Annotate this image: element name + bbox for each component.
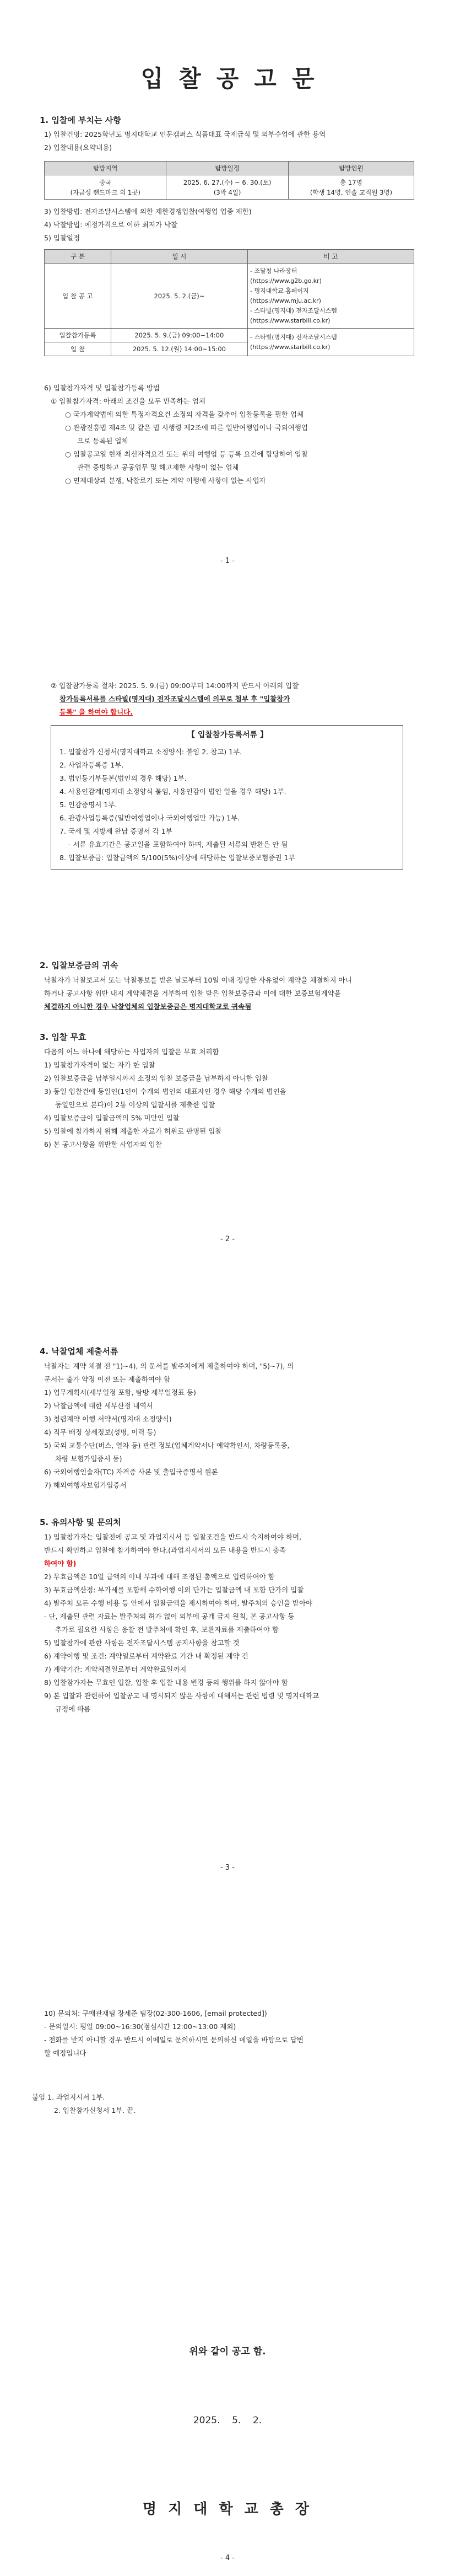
s5-item: 2) 무효금액은 10일 급액의 이내 부과에 대해 조정된 총액으로 입력하여야 함 [44, 1573, 275, 1581]
page-number: - 2 - [220, 1235, 235, 1243]
page-number: - 4 - [220, 2554, 235, 2562]
reg-item: 6. 관광사업등록증(일반여행업이나 국외여행업만 가능) 1부. [59, 814, 240, 822]
s4-item: 7) 해외여행자보험가입증서 [44, 1481, 127, 1489]
s2-line: 하거나 공고사항 위반 내지 계약체결을 거부하여 입찰 받은 입찰보증금과 이에 대한 보증보험계약을 [44, 989, 341, 997]
contact-line: 할 예정입니다 [44, 2049, 86, 2057]
summary-table [44, 161, 414, 200]
box-title: 【 입찰참가등록서류 】 [187, 731, 268, 739]
attachment-line: 붙임 1. 과업지시서 1부. [32, 2093, 105, 2101]
t1-cell: 중국 (자금성 랜드마크 외 1곳) [45, 175, 166, 200]
s1-line-6a3b: 관련 증빙하고 공공업무 및 해고제한 사항이 없는 업체 [77, 463, 239, 471]
contact-line: - 문의일시: 평일 09:00~16:30(점심시간 12:00~13:00 제외) [44, 2022, 236, 2031]
page-title: 입찰공고문 [140, 65, 330, 92]
s4-item: 5) 국외 교통수단(버스, 열차 등) 관련 정보(업체계약서나 예약확인서, 차량등록증, [44, 1441, 290, 1450]
reg-item: 7. 국세 및 지방세 완납 증명서 각 1부 [59, 827, 172, 835]
s5-item: - 단, 제출된 관련 자료는 발주처의 허가 없이 외부에 공개 금지 원칙, 본 공고사항 등 [44, 1612, 295, 1620]
s4-item: 차량 보험가입증서 등) [55, 1455, 122, 1463]
s1-line-1: 1) 입찰건명: 2025학년도 명지대학교 인문캠퍼스 식품대표 국제급식 및 외부수업에 관한 용역 [44, 130, 326, 138]
s1-line-6a3: ○ 입찰공고일 현재 최신자격요건 또는 위의 여행업 등 등록 요건에 합당하여 입찰 [65, 450, 308, 458]
s5-item: 6) 계약이행 및 조건: 계약일로부터 계약완료 기간 내 확정된 계약 건 [44, 1652, 248, 1660]
s3-item: 1) 입찰참가자격이 없는 자가 한 입찰 [44, 1061, 155, 1069]
s1-line-2: 2) 입찰내용(요약내용) [44, 143, 112, 152]
s1-line-6a2b: 으로 등록된 업체 [77, 437, 128, 445]
reg-line-3 [59, 706, 413, 719]
t2-cell: 2025. 5. 2.(금)~ [111, 264, 247, 329]
s1-line-3: 3) 입찰방법: 전자조달시스템에 의한 제한경쟁입찰(여행업 업종 제한) [44, 207, 252, 216]
reg-item: 2. 사업자등록증 1부. [59, 761, 124, 769]
s3-item: 6) 본 공고사항을 위반한 사업자의 입찰 [44, 1140, 162, 1149]
section-2-heading: 2. 입찰보증금의 귀속 [40, 960, 118, 970]
attachment-line: 2. 입찰참가신청서 1부. 끝. [54, 2106, 136, 2115]
t2-cell: 입 찰 [45, 342, 111, 356]
s2-line: 낙찰자가 낙찰보고서 또는 낙찰통보를 받은 날로부터 10일 이내 정당한 사유없이 계약을 체결하지 아니 [44, 976, 352, 984]
t1-header: 탐방지역 [45, 162, 166, 175]
announcement-date: 2025. 5. 2. [193, 2415, 262, 2426]
schedule-table [44, 249, 414, 356]
t2-cell: - 스타빌(명지대) 전자조달시스템 (https://www.starbill.co.kr) [248, 329, 414, 356]
s1-line-6a4: ○ 면제대상과 분쟁, 낙찰로기 또는 계약 이행에 사항이 없는 사업자 [65, 476, 266, 485]
signer: 명 지 대 학 교 총 장 [142, 2501, 313, 2518]
section-5-heading: 5. 유의사항 및 문의처 [40, 1517, 121, 1527]
s1-line-6a: ① 입찰참가자격: 아래의 조건을 모두 만족하는 업체 [51, 397, 205, 405]
s4-item: 6) 국외여행인솔자(TC) 자격증 사본 및 출입국증명서 원본 [44, 1468, 218, 1476]
reg-text: 등록" 을 하여야 합니다. [59, 708, 133, 716]
t2-cell: 입 찰 공 고 [45, 264, 111, 329]
s5-item: 규정에 따름 [55, 1705, 91, 1713]
t1-cell: 2025. 6. 27.(수) ~ 6. 30.(토) (3박 4일) [166, 175, 288, 200]
s5-item: 3) 무효금액산정: 부가세를 포함해 수학여행 이외 단가는 입찰금액 내 포함 단가의 입찰 [44, 1586, 304, 1594]
s5-item [44, 1544, 413, 1557]
reg-line-2 [59, 693, 413, 706]
reg-text: ② 입찰참가등록 절차: 2025. 5. 9.(금) 09:00부터 14:00까지 반드시 아래의 입찰 [51, 681, 299, 690]
s5-item: 4) 발주처 모든 수행 비용 등 안에서 입찰금액을 제시하여야 하며, 발주처의 승인을 받아야 [44, 1599, 313, 1607]
s4-line: 낙찰자는 계약 체결 전 "1)~4), 의 문서를 발주처에게 제출하여야 하며, "5)~7), 의 [44, 1362, 294, 1370]
t2-header: 비 고 [248, 250, 414, 264]
t2-cell: 2025. 5. 12.(월) 14:00~15:00 [111, 342, 247, 356]
reg-item: 5. 인감증명서 1부. [59, 801, 117, 809]
s4-item: 3) 청렴계약 이행 서약서(명지대 소정양식) [44, 1415, 172, 1423]
s3-line: 다음의 어느 하나에 해당하는 사업자의 입찰은 무효 처리함 [44, 1048, 219, 1056]
s1-line-6a2: ○ 관광진흥법 제4조 및 같은 법 시행령 제2조에 따른 일반여행업이나 국외여행업 [65, 423, 308, 432]
s5-item: 1) 입찰참가자는 입찰전에 공고 및 과업지시서 등 입찰조건을 반드시 숙지하여야 하며, [44, 1533, 302, 1541]
reg-item: 3. 법인등기부등본(법인의 경우 해당) 1부. [59, 774, 187, 782]
t1-header: 탐방일정 [166, 162, 288, 175]
s5-item: 추가로 필요한 사항은 응찰 전 발주처에 확인 후, 보완자료를 제출하여야 함 [55, 1625, 279, 1634]
section-3-heading: 3. 입찰 무효 [40, 1032, 86, 1042]
s5-text: 반드시 확인하고 입찰에 참가하여야 한다.(과업지시서의 모든 내용을 반드시 충족 [44, 1546, 286, 1554]
t2-header: 일 시 [111, 250, 247, 264]
s2-line: 체결하지 아니한 경우 낙찰업체의 입찰보증금은 명지대학교로 귀속됨 [44, 1002, 252, 1011]
s3-item: 3) 동일 입찰건에 동일인(1인이 수개의 법인의 대표자인 경우 해당 수개의 법인을 [44, 1087, 286, 1096]
page-number: - 3 - [220, 1864, 235, 1872]
s3-item: 4) 입찰보증금이 입찰금액의 5% 미만인 입찰 [44, 1114, 180, 1122]
s5-item: 5) 입찰참가에 관한 사항은 전자조달시스템 공지사항을 참고할 것 [44, 1639, 240, 1647]
reg-item: - 서류 유효기간은 공고일을 포함하여야 하며, 제출된 서류의 반환은 안 됨 [68, 840, 288, 849]
s5-item: 8) 입찰참가자는 무효인 입찰, 입찰 후 입찰 내용 변경 등의 행위를 하지 않아야 함 [44, 1678, 288, 1687]
contact-line: 10) 문의처: 구매관재팀 장세준 팀장(02-300-1606, [email protected]) [44, 2009, 267, 2017]
reg-item: 4. 사용인감계(명지대 소정양식 붙임, 사용인감이 법인 일을 경우 해당) 1부. [59, 787, 286, 796]
s4-item: 4) 직무 배정 상세정보(성명, 이력 등) [44, 1428, 156, 1436]
reg-item: 8. 입찰보증금: 입찰금액의 5/100(5%)이상에 해당하는 입찰보증보험증권 1부 [59, 854, 295, 862]
t2-cell: 입찰참가등록 [45, 329, 111, 342]
t1-cell: 총 17명 (학생 14명, 인솔 교직원 3명) [288, 175, 414, 200]
page-number: - 1 - [220, 557, 235, 565]
section-4-heading: 4. 낙찰업체 제출서류 [40, 1346, 118, 1356]
s1-line-5: 5) 입찰일정 [44, 234, 80, 242]
s1-line-6: 6) 입찰참가자격 및 입찰참가등록 방법 [44, 384, 160, 392]
section-1-heading: 1. 입찰에 부치는 사항 [40, 115, 121, 125]
t2-cell: 2025. 5. 9.(금) 09:00~14:00 [111, 329, 247, 342]
t1-header: 탐방인원 [288, 162, 414, 175]
t2-header: 구 분 [45, 250, 111, 264]
s1-line-6a1: ○ 국가계약법에 의한 특정자격요건 소정의 자격을 갖추어 입찰등록을 필한 업체 [65, 410, 304, 418]
t2-cell: - 조달청 나라장터 (https://www.g2b.go.kr) - 명지대학교 홈페이지 (https://www.mju.ac.kr) - 스타빌(명지대) 전자조달시스템 (https://www.starbill.co.kr) [248, 264, 414, 329]
s5-item: 7) 계약기간: 계약체결일로부터 계약완료일까지 [44, 1665, 187, 1673]
s4-item: 1) 업무계획서(세부일정 포함, 탐방 세부일정표 등) [44, 1388, 196, 1397]
s5-item: 9) 본 입찰과 관련하여 입찰공고 내 명시되지 않은 사항에 대해서는 관련 법령 및 명지대학교 [44, 1692, 319, 1700]
contact-line: - 전화를 받지 아니할 경우 반드시 이메일로 문의하시면 문의하신 메일을 바탕으로 답변 [44, 2036, 304, 2044]
reg-item: 1. 입찰참가 신청서(명지대학교 소정양식: 붙임 2. 참고) 1부. [59, 748, 242, 756]
s4-line: 문서는 출가 약정 이전 또는 제출하여야 함 [44, 1375, 171, 1383]
s5-item: 하여야 함) [44, 1559, 77, 1568]
reg-text: 참가등록서류를 스타빌(명지대) 전자조달시스템에 의무로 첨부 후 "입찰참가 [59, 695, 290, 703]
s3-item: 동일인으로 본다)이 2통 이상의 입찰서를 제출한 입찰 [55, 1101, 215, 1109]
s1-line-4: 4) 낙찰방법: 예정가격으로 이하 최저가 낙찰 [44, 221, 178, 229]
s4-item: 2) 낙찰금액에 대한 세부산정 내역서 [44, 1402, 153, 1410]
s3-item: 5) 입찰에 참가하지 위해 제출한 자료가 허위로 판명된 입찰 [44, 1127, 222, 1135]
reg-line-1 [51, 679, 413, 693]
closing-text: 위와 같이 공고 함. [189, 2346, 266, 2357]
s3-item: 2) 입찰보증금을 납부일시까지 소정의 입찰 보증금을 납부하지 아니한 입찰 [44, 1074, 268, 1082]
